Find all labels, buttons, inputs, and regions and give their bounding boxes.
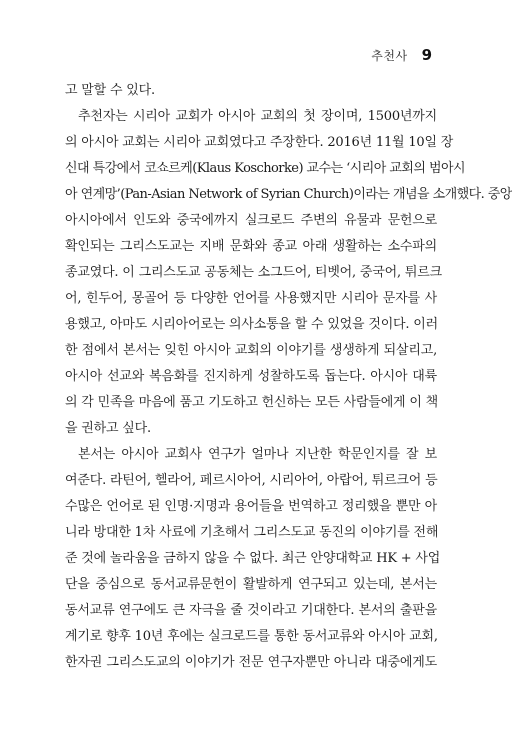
text-line: 단을 중심으로 동서교류문헌이 활발하게 연구되고 있는데, 본서는 [65, 577, 437, 592]
page-number: 9 [421, 46, 432, 64]
text-line: 동서교류 연구에도 큰 자극을 줄 것이라고 기대한다. 본서의 출판을 [65, 603, 437, 618]
text-line: 의 각 민족을 마음에 품고 기도하고 헌신하는 모든 사람들에게 이 책 [65, 395, 438, 410]
text-line: 계기로 향후 10년 후에는 실크로드를 통한 동서교류와 아시아 교회, [65, 629, 438, 644]
header-title: 추천사 [371, 49, 408, 63]
text-line: 수많은 언어로 된 인명·지명과 용어들을 번역하고 정리했을 뿐만 아 [65, 499, 437, 514]
text-line: 여준다. 라틴어, 헬라어, 페르시아어, 시리아어, 아랍어, 튀르크어 등 [65, 473, 438, 488]
text-line: 본서는 아시아 교회사 연구가 얼마나 지난한 학문인지를 잘 보 [78, 447, 437, 462]
text-line: 니라 방대한 1차 사료에 기초해서 그리스도교 동진의 이야기를 전해 [65, 525, 439, 540]
running-header [371, 46, 432, 64]
text-line: 확인되는 그리스도교는 지배 문화와 종교 아래 생활하는 소수파의 [65, 239, 437, 254]
text-line: 준 것에 놀라움을 금하지 않을 수 없다. 최근 안양대학교 HK + 사업 [65, 551, 441, 566]
text-line: 어, 힌두어, 몽골어 등 다양한 언어를 사용했지만 시리아 문자를 사 [65, 291, 437, 306]
text-line: 한자권 그리스도교의 이야기가 전문 연구자뿐만 아니라 대중에게도 [65, 655, 437, 670]
text-line: 아시아에서 인도와 중국에까지 실크로드 주변의 유물과 문헌으로 [65, 213, 437, 228]
text-line: 한 점에서 본서는 잊힌 아시아 교회의 이야기를 생생하게 되살리고, [65, 343, 437, 358]
text-line: 용했고, 아마도 시리아어로는 의사소통을 할 수 있었을 것이다. 이러 [65, 317, 438, 332]
text-line: 아시아 선교와 복음화를 진지하게 성찰하도록 돕는다. 아시아 대륙 [65, 369, 437, 384]
text-line: 추천자는 시리아 교회가 아시아 교회의 첫 장이며, 1500년까지 [78, 109, 437, 124]
text-line: 고 말할 수 있다. [65, 83, 155, 98]
text-line: 의 아시아 교회는 시리아 교회였다고 주장한다. 2016년 11월 10일 장 [65, 135, 454, 150]
text-line: 아 연계망’(Pan-Asian Network of Syrian Church)이라는 개념을 소개했다. 중앙 [65, 187, 512, 202]
body-text [65, 78, 512, 676]
text-line: 신대 특강에서 코쇼르케(Klaus Koschorke) 교수는 ‘시리아 교회의 범아시 [65, 161, 465, 176]
text-line: 종교였다. 이 그리스도교 공동체는 소그드어, 티벳어, 중국어, 튀르크 [65, 265, 442, 280]
text-line: 을 권하고 싶다. [65, 421, 151, 436]
